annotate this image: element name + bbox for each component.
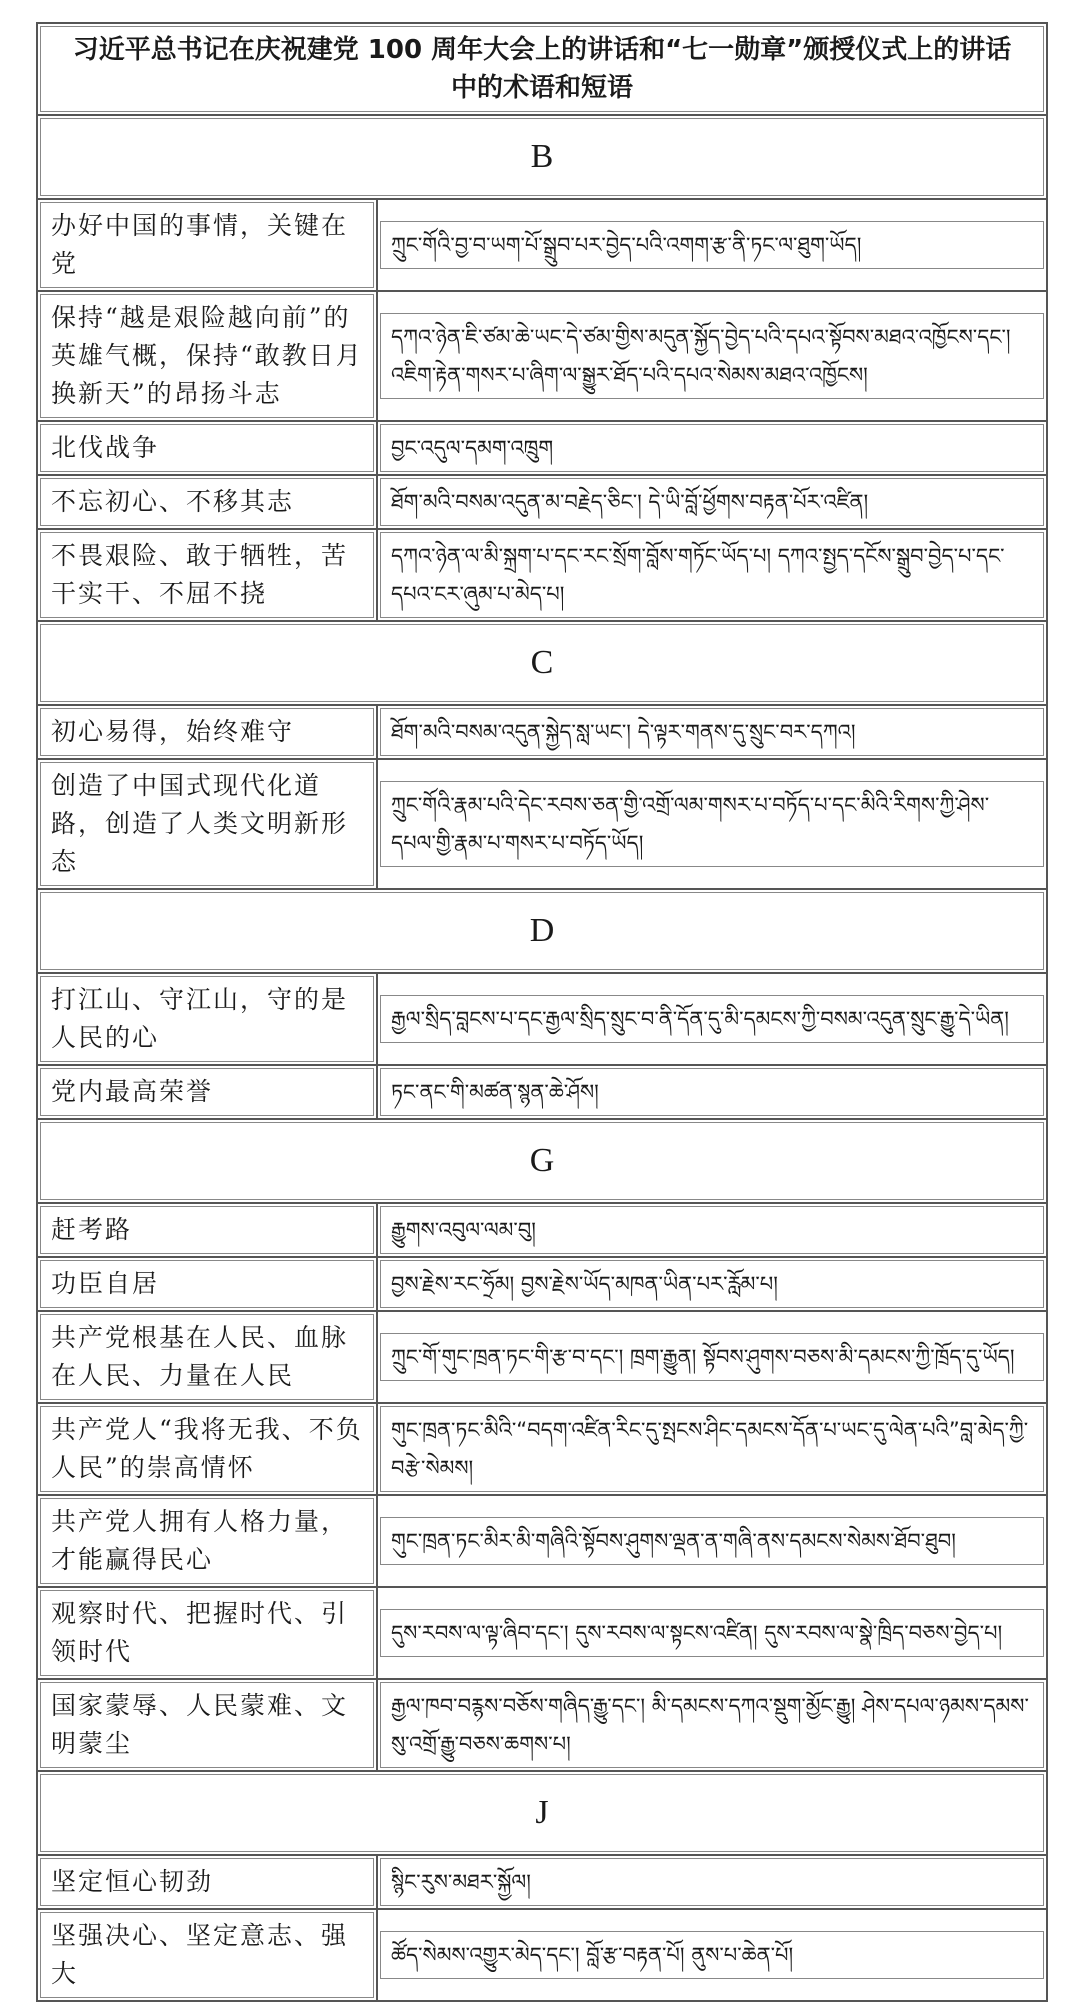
chinese-term-cell	[37, 1679, 377, 1771]
section-letter: B	[40, 118, 1044, 196]
chinese-term-cell	[37, 973, 377, 1065]
letter-row	[37, 1119, 1047, 1203]
tibetan-term-cell	[377, 1495, 1047, 1587]
tibetan-term-cell	[377, 1909, 1047, 2001]
chinese-term-cell	[37, 1495, 377, 1587]
tibetan-term: ཀྲུང་གོའི་རྣམ་པའི་དེང་རབས་ཅན་གྱི་འགྲོ་ལམ་གསར་པ་བཏོད་པ་དང་མིའི་རིགས་ཀྱི་ཤེས་དཔལ་གྱི་རྣམ་པ་གསར་པ་བཏོད་ཡོད།	[380, 781, 1044, 867]
tibetan-term-cell	[377, 421, 1047, 475]
chinese-term-cell	[37, 421, 377, 475]
term-row	[37, 291, 1047, 421]
chinese-term-cell	[37, 1909, 377, 2001]
chinese-term-cell	[37, 1403, 377, 1495]
tibetan-term-cell	[377, 1203, 1047, 1257]
chinese-term: 共产党人“我将无我、不负人民”的崇高情怀	[40, 1406, 374, 1492]
letter-cell	[37, 115, 1047, 199]
letter-row	[37, 621, 1047, 705]
term-row	[37, 705, 1047, 759]
chinese-term-cell	[37, 705, 377, 759]
chinese-term-cell	[37, 1203, 377, 1257]
chinese-term: 初心易得，始终难守	[40, 708, 374, 756]
chinese-term: 观察时代、把握时代、引领时代	[40, 1590, 374, 1676]
tibetan-term: རྒྱལ་སྲིད་བླངས་པ་དང་རྒྱལ་སྲིད་སྲུང་བ་ནི་དོན་དུ་མི་དམངས་ཀྱི་བསམ་འདུན་སྲུང་རྒྱུ་དེ་ཡིན།	[380, 995, 1044, 1043]
tibetan-term: སྙིང་རུས་མཐར་སྐྱོལ།	[380, 1858, 1044, 1906]
tibetan-term: བྱང་འདུལ་དམག་འཁྲུག	[380, 424, 1044, 472]
chinese-term: 共产党人拥有人格力量，才能赢得民心	[40, 1498, 374, 1584]
letter-row	[37, 889, 1047, 973]
term-row	[37, 421, 1047, 475]
chinese-term: 办好中国的事情，关键在党	[40, 202, 374, 288]
tibetan-term: ཏང་ནང་གི་མཚན་སྙན་ཆེ་ཤོས།	[380, 1068, 1044, 1116]
tibetan-term: ཀྲུང་གོ་གུང་ཁྲན་ཏང་གི་རྩ་བ་དང་། ཁྲག་རྒྱུན། སྟོབས་ཤུགས་བཅས་མི་དམངས་ཀྱི་ཁྲོད་དུ་ཡོད།	[380, 1333, 1044, 1381]
chinese-term: 创造了中国式现代化道路，创造了人类文明新形态	[40, 762, 374, 886]
tibetan-term-cell	[377, 1257, 1047, 1311]
chinese-term-cell	[37, 1587, 377, 1679]
term-row	[37, 1495, 1047, 1587]
term-row	[37, 1203, 1047, 1257]
term-row	[37, 475, 1047, 529]
chinese-term: 打江山、守江山，守的是人民的心	[40, 976, 374, 1062]
chinese-term: 坚强决心、坚定意志、强大	[40, 1912, 374, 1998]
terms-table-body	[37, 23, 1047, 2001]
chinese-term-cell	[37, 1257, 377, 1311]
tibetan-term: ཀྲུང་གོའི་བྱ་བ་ཡག་པོ་སྒྲུབ་པར་བྱེད་པའི་འགག་རྩ་ནི་ཏང་ལ་ཐུག་ཡོད།	[380, 221, 1044, 269]
chinese-term-cell	[37, 475, 377, 529]
terms-table	[36, 22, 1048, 2002]
tibetan-term-cell	[377, 199, 1047, 291]
tibetan-term: དཀའ་ཉེན་ལ་མི་སྐྲག་པ་དང་རང་སྲོག་བློས་གཏོང་ཡོད་པ། དཀའ་སྤྱད་དངོས་སྒྲུབ་བྱེད་པ་དང་དཔའ་ངར་ཞུམ་པ་མེད་པ།	[380, 532, 1044, 618]
term-row	[37, 1257, 1047, 1311]
term-row	[37, 199, 1047, 291]
chinese-term: 共产党根基在人民、血脉在人民、力量在人民	[40, 1314, 374, 1400]
term-row	[37, 973, 1047, 1065]
tibetan-term: ཐོག་མའི་བསམ་འདུན་མ་བརྗེད་ཅིང་། དེ་ཡི་བློ་ཕྱོགས་བརྟན་པོར་འཛིན།	[380, 478, 1044, 526]
tibetan-term: བྱས་རྗེས་རང་ཧྲོམ། བྱས་རྗེས་ཡོད་མཁན་ཡིན་པར་རློམ་པ།	[380, 1260, 1044, 1308]
tibetan-term-cell	[377, 475, 1047, 529]
tibetan-term: རྒྱུགས་འབུལ་ལམ་བུ།	[380, 1206, 1044, 1254]
tibetan-term: དུས་རབས་ལ་ལྟ་ཞིབ་དང་། དུས་རབས་ལ་སྟངས་འཛིན། དུས་རབས་ལ་སྣེ་ཁྲིད་བཅས་བྱེད་པ།	[380, 1609, 1044, 1657]
letter-cell	[37, 1771, 1047, 1855]
title-row	[37, 23, 1047, 115]
tibetan-term-cell	[377, 1311, 1047, 1403]
letter-row	[37, 115, 1047, 199]
chinese-term: 北伐战争	[40, 424, 374, 472]
tibetan-term: གུང་ཁྲན་ཏང་མིར་མི་གཞིའི་སྟོབས་ཤུགས་ལྡན་ན་གཞི་ནས་དམངས་སེམས་ཐོབ་ཐུབ།	[380, 1517, 1044, 1565]
document-title: 习近平总书记在庆祝建党 100 周年大会上的讲话和“七一勋章”颁授仪式上的讲话中的术语和短语	[40, 26, 1044, 112]
section-letter: D	[40, 892, 1044, 970]
tibetan-term-cell	[377, 529, 1047, 621]
chinese-term: 国家蒙辱、人民蒙难、文明蒙尘	[40, 1682, 374, 1768]
chinese-term: 保持“越是艰险越向前”的英雄气概，保持“敢教日月换新天”的昂扬斗志	[40, 294, 374, 418]
section-letter: J	[40, 1774, 1044, 1852]
tibetan-term-cell	[377, 1065, 1047, 1119]
term-row	[37, 1065, 1047, 1119]
tibetan-term-cell	[377, 973, 1047, 1065]
term-row	[37, 1679, 1047, 1771]
tibetan-term-cell	[377, 291, 1047, 421]
chinese-term-cell	[37, 199, 377, 291]
tibetan-term-cell	[377, 1587, 1047, 1679]
tibetan-term-cell	[377, 1855, 1047, 1909]
chinese-term-cell	[37, 1855, 377, 1909]
tibetan-term: རྒྱལ་ཁབ་བརྙས་བཅོས་གཞིད་རྒྱུ་དང་། མི་དམངས་དཀའ་སྡུག་མྱོང་རྒྱུ། ཤེས་དཔལ་ཉམས་དམས་སུ་འགྲོ་རྒྱུ་བཅས་ཆགས་པ།	[380, 1682, 1044, 1768]
tibetan-term-cell	[377, 1403, 1047, 1495]
letter-cell	[37, 1119, 1047, 1203]
chinese-term: 不畏艰险、敢于牺牲，苦干实干、不屈不挠	[40, 532, 374, 618]
tibetan-term: ཐོག་མའི་བསམ་འདུན་སྐྱེད་སླ་ཡང་། དེ་ལྟར་གནས་དུ་སྲུང་བར་དཀའ།	[380, 708, 1044, 756]
term-row	[37, 1587, 1047, 1679]
chinese-term-cell	[37, 1065, 377, 1119]
term-row	[37, 529, 1047, 621]
letter-cell	[37, 621, 1047, 705]
tibetan-term-cell	[377, 1679, 1047, 1771]
chinese-term: 赶考路	[40, 1206, 374, 1254]
chinese-term-cell	[37, 759, 377, 889]
tibetan-term: དཀའ་ཉེན་ཇི་ཙམ་ཆེ་ཡང་དེ་ཙམ་གྱིས་མདུན་སྐྱོད་བྱེད་པའི་དཔའ་སྟོབས་མཐའ་འཁྱོངས་དང་། འཇིག་རྟེན་གསར་པ་ཞིག་ལ་སྒྱུར་ཐོད་པའི་དཔའ་སེམས་མཐའ་འཁྱོངས།	[380, 313, 1044, 399]
chinese-term-cell	[37, 291, 377, 421]
chinese-term: 坚定恒心韧劲	[40, 1858, 374, 1906]
term-row	[37, 1909, 1047, 2001]
section-letter: G	[40, 1122, 1044, 1200]
letter-row	[37, 1771, 1047, 1855]
term-row	[37, 1403, 1047, 1495]
term-row	[37, 1311, 1047, 1403]
chinese-term: 不忘初心、不移其志	[40, 478, 374, 526]
letter-cell	[37, 889, 1047, 973]
tibetan-term-cell	[377, 705, 1047, 759]
chinese-term: 功臣自居	[40, 1260, 374, 1308]
chinese-term-cell	[37, 1311, 377, 1403]
tibetan-term-cell	[377, 759, 1047, 889]
term-row	[37, 1855, 1047, 1909]
chinese-term: 党内最高荣誉	[40, 1068, 374, 1116]
tibetan-term: ཚོད་སེམས་འགྱུར་མེད་དང་། བློ་རྩ་བརྟན་པོ། ནུས་པ་ཆེན་པོ།	[380, 1931, 1044, 1979]
chinese-term-cell	[37, 529, 377, 621]
section-letter: C	[40, 624, 1044, 702]
tibetan-term: གུང་ཁྲན་ཏང་མིའི་“བདག་འཛིན་རིང་དུ་སྤངས་ཤིང་དམངས་དོན་པ་ཡང་དུ་ལེན་པའི”བླ་མེད་ཀྱི་བརྩེ་སེམས།	[380, 1406, 1044, 1492]
title-cell	[37, 23, 1047, 115]
term-row	[37, 759, 1047, 889]
